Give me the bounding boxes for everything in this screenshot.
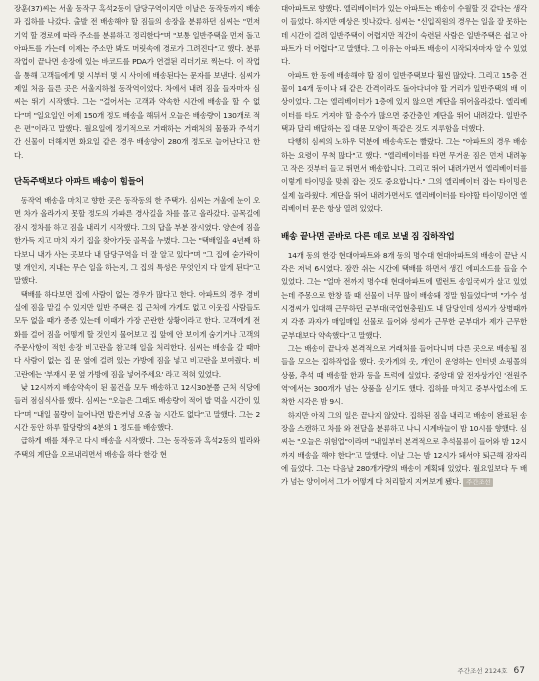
page-footer xyxy=(457,666,525,676)
subheading: 배송 끝나면 곧바로 다른 데로 보낼 짐 집하작업 xyxy=(281,231,455,242)
body-paragraph: 급하게 배를 채우고 다시 배송을 시작했다. 그는 동작동과 흑석2동의 빌라와 주택의 계단을 오르내리면서 배송을 하다 한강 현 xyxy=(14,436,260,459)
body-paragraph: 그는 배송이 끝나자 본격적으로 거래처를 들어다니며 다른 곳으로 배송될 짐들을 모으는 집하작업을 했다. 옷가게의 옷, 개인이 운영하는 인터넷 쇼핑몰의 상품, 추석 때 배송할 한과 등을 트럭에 실었다. 중앙대 앞 전자상가인 '전원주역'에서는 300개가 넘는 상품을 싣기도 했다. 집하를 마치고 중부사업소에 도착한 시각은 밤 9시. xyxy=(281,343,527,407)
body-paragraph: 대아파트로 향했다. 엘리베이터가 있는 아파트는 배송이 수월할 것 같다는 생각이 들었다. 하지만 예상은 빗나갔다. 심씨는 "신입직원의 경우는 일을 잘 못하는 데 시간이 걸려 일반주택이 어렵지만 적간이 숙련된 사람은 일반주택은 쉽고 아파트가 더 어렵다"고 말했다. 그 이유는 아파트 배송이 시작되자마자 알 수 있었다. xyxy=(281,4,527,67)
body-paragraph: 택배를 하다보면 집에 사람이 없는 경우가 많다고 한다. 아파트의 경우 경비실에 짐을 맡길 수 있지만 일반 주택은 집 근처에 가게도 없고 이웃집 사람들도 모두 없을 때가 종종 있는데 이때가 가장 곤란한 상황이라고 한다. 고객에게 전화를 걸어 짐을 어떻게 할 것인지 물어보고 집 앞에 안 보이게 숨기거나 고객의 주문사항이 적힌 송장 비고란을 참고해 일을 처리한다. 심씨는 배송을 갈 때마다 사람이 없는 집 문 옆에 걸려 있는 가방에 짐을 넣고 비고란을 보여줬다. 비고란에는 '부재시 문 옆 가방에 짐을 넣어주세요' 라고 적혀 있었다. xyxy=(14,289,260,379)
body-paragraph: 아파트 한 동에 배송해야 할 짐이 일반주택보다 훨씬 많았다. 그리고 15층 건물이 14개 동이나 돼 같은 간격이라도 돌아다녀야 할 거리가 일반주택의 배 이상이었다. 그는 엘리베이터가 1층에 있지 않으면 계단을 뛰어올라갔다. 엘리베이터를 타도 거져야 할 층수가 많으면 중간층인 계단을 뛰어 내려갔다. 일반주택과 달리 배달하는 집 대문 모양이 똑같은 것도 지루함을 더했다. xyxy=(281,70,527,134)
right-column xyxy=(281,2,527,489)
body-paragraph: 낮 12시까지 배송약속이 된 물건을 모두 배송하고 12시30분쯤 근처 식당에 들러 점심식사를 했다. 심씨는 "오늘은 그래도 배송량이 적어 밥 먹을 시간이 있다"며 "내일 물량이 늘어나면 밥은커녕 오줌 눌 시간도 없다"고 말했다. 그는 2시간 동안 하루 할당량의 4분의 1 정도를 배송했다. xyxy=(14,382,260,432)
issue-label: 주간조선 2124호 xyxy=(457,667,508,675)
page-number: 67 xyxy=(513,666,525,676)
body-paragraph: 동작역 배송을 마치고 향한 곳은 동작동의 한 주택가. 심씨는 겨울에 눈이 오면 차가 올라가지 못할 정도의 가파른 경사길을 차를 몰고 올라갔다. 골목길에 잠시 정차를 하고 짐을 내리기 시작했다. 그의 답을 부분 잠시였다. 양손에 짐을 한가득 지고 마치 자기 집을 찾아가듯 골목을 누볐다. 그는 "택배일을 4년째 하다보니 내가 사는 곳보다 내 담당구역을 더 잘 알고 있다"며 "그 집에 숟가락이 몇 개인지, 지내는 무슨 일을 하는지, 그 집의 특성은 무엇인지 다 알게 된다"고 말했다. xyxy=(14,196,260,286)
left-column xyxy=(14,2,260,461)
body-paragraph: 다행히 심씨의 노하우 덕분에 배송속도는 빨랐다. 그는 "아파트의 경우 배송하는 요령이 무척 많다"고 했다. "엘리베이터를 타면 무거운 짐은 먼저 내려놓고 작은 것부터 들고 뛰면서 배송합니다. 그리고 뛰어 내려가면서 엘리베이터를 이렇게 타이밍을 맞춰 잡는 것도 중요합니다." 그의 엘리베이터 잡는 타이밍은 실제 놀라웠다. 계단을 뛰어 내려가면서도 엘리베이터를 타야할 타이밍이면 엘리베이터 문은 항상 열려 있었다. xyxy=(281,137,527,214)
end-mark: 주간조선 xyxy=(463,478,493,487)
body-paragraph: 장훈(37)씨는 서울 동작구 흑석2동이 담당구역이지만 이날은 동작동까지 배송과 집하를 나갔다. 출발 전 배송해야 할 짐들의 송장을 분류하던 심씨는 "먼저 기억 할 경로에 따라 주소를 분류하고 정리한다"며 "보통 일반주택을 먼저 돌고 아파트를 가는데 이제는 주소만 봐도 머릿속에 경로가 그려진다"고 했다. 분류작업이 끝나면 송장에 있는 바코드를 PDA가 연결된 리더기로 찍는다. 이 작업을 통해 고객들에게 몇 시부터 몇 시 사이에 배송된다는 문자를 보낸다. 심씨가 제일 처음 들른 곳은 서울지하철 동작역이었다. 차에서 내려 짐을 들자마자 심씨는 뛰기 시작했다. 그는 "걸어서는 고객과 약속한 시간에 배송을 할 수 없다"며 "일요일인 어제 150개 정도 배송을 해뒤서 오늘은 배송량이 130개로 적은 편"이라고 말했다. 월요일에 정기적으로 거래하는 거래처의 물품과 주석기간 신물이 더해지면 화요일 같은 경우 배송양이 280개 정도로 늘어난다고 한다. xyxy=(14,4,260,160)
subheading: 단독주택보다 아파트 배송이 힘들어 xyxy=(14,177,144,188)
body-paragraph: 14개 동의 한강 현대아파트와 8개 동의 명수대 현대아파트의 배송이 끝난 시각은 저녁 6시였다. 잠깐 쉬는 시간에 택배를 하면서 생긴 에피소드를 들을 수 있었다. 그는 "얼마 전까지 명수대 현대아파트에 탤런트 송일국씨가 살고 있었는데 주몽으로 한창 뜰 때 선물이 너무 많이 배송돼 정말 힘들었다"며 "가수 성시경씨가 입대해 근무하던 군부대(국업현충원)도 내 담당인데 성씨가 상병때까지 각종 과자가 매일매일 선물로 들어와 성씨가 근무한 군부대가 제가 근무한 군부대보다 약속했다"고 말했다. xyxy=(281,250,527,340)
body-paragraph-last xyxy=(281,409,527,489)
body-text: 하지만 아직 그의 일은 끝나지 않았다. 집하된 짐을 내리고 배송이 완료된 송장을 스캔하고 차를 와 전달을 분류하고 나니 시계바늘이 밤 10시를 향했다. 심씨는 "오늘은 위험업"이라며 "내일부터 본격적으로 추석물류이 들어와 밤 12시까지 배송을 해야 한다"고 말했다. 이날 그는 밤 12시가 돼서야 퇴근해 잠자리에 들었다. 그는 다음날 280개가량의 배송이 계획돼 있었다. 월요일보다 두 배가 넘는 양이어서 그가 어떻게 다 처리할지 지켜보게 됐다. xyxy=(281,410,527,487)
